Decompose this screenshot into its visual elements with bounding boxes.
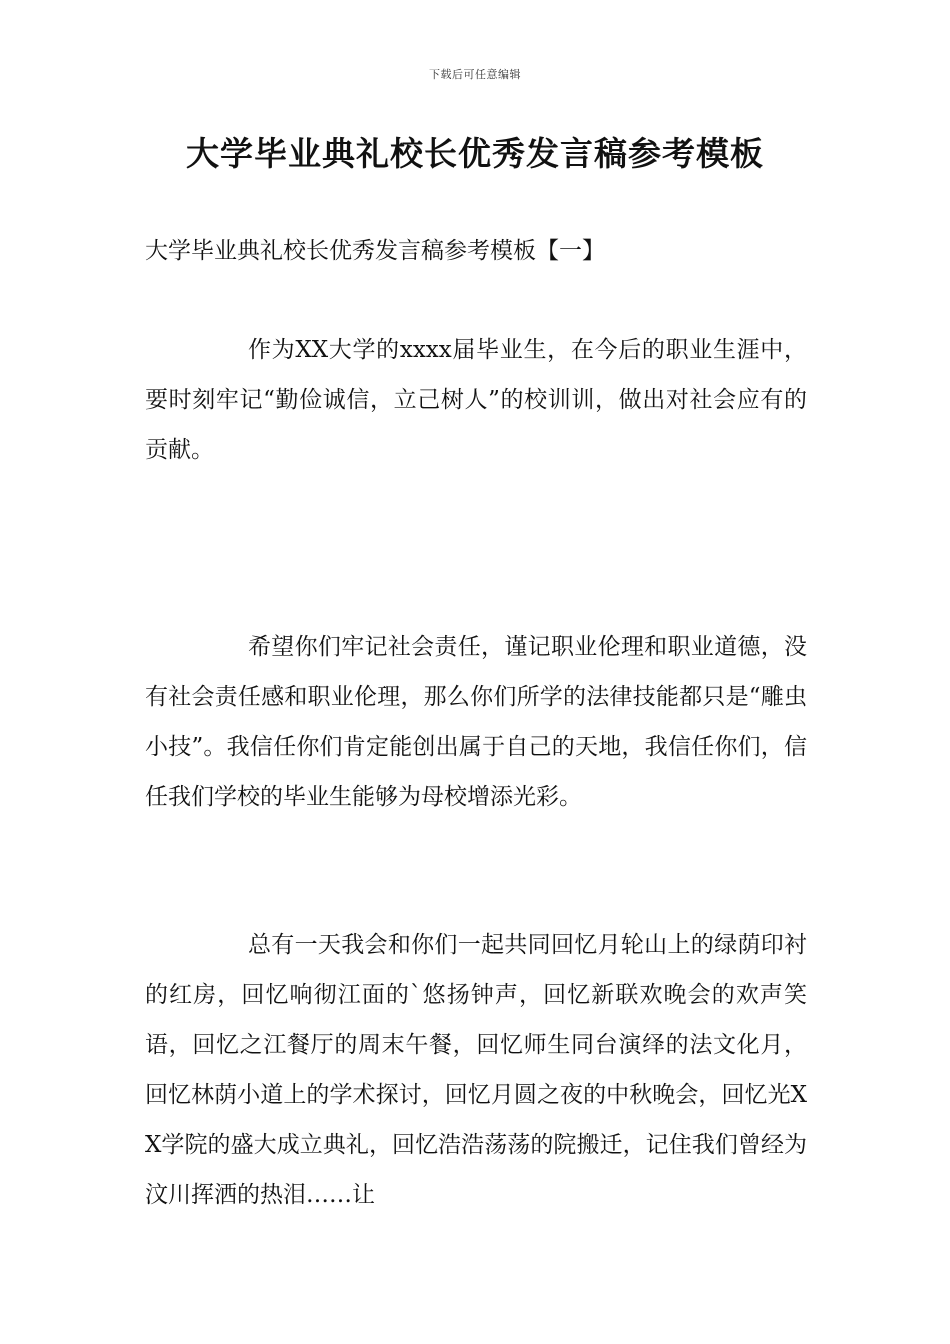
- section-heading: 大学毕业典礼校长优秀发言稿参考模板【一】: [145, 238, 605, 264]
- paragraph-2: 希望你们牢记社会责任，谨记职业伦理和职业道德，没有社会责任感和职业伦理，那么你们所学的法律技能都只是“雕虫小技”。我信任你们肯定能创出属于自己的天地，我信任你们，信任我们学校的毕业生能够为母校增添光彩。: [145, 634, 807, 810]
- document-title: 大学毕业典礼校长优秀发言稿参考模板: [186, 134, 764, 173]
- header-note: 下载后可任意编辑: [429, 68, 521, 81]
- paragraph-1: 作为XX大学的xxxx届毕业生，在今后的职业生涯中，要时刻牢记“勤俭诚信，立己树人”的校训训，做出对社会应有的贡献。: [145, 337, 807, 463]
- paragraph-3: 总有一天我会和你们一起共同回忆月轮山上的绿荫印衬的红房，回忆响彻江面的`悠扬钟声，回忆新联欢晚会的欢声笑语，回忆之江餐厅的周末午餐，回忆师生同台演绎的法文化月，回忆林荫小道上的学术探讨，回忆月圆之夜的中秋晚会，回忆光XX学院的盛大成立典礼，回忆浩浩荡荡的院搬迁，记住我们曾经为汶川挥洒的热泪……让: [145, 932, 807, 1208]
